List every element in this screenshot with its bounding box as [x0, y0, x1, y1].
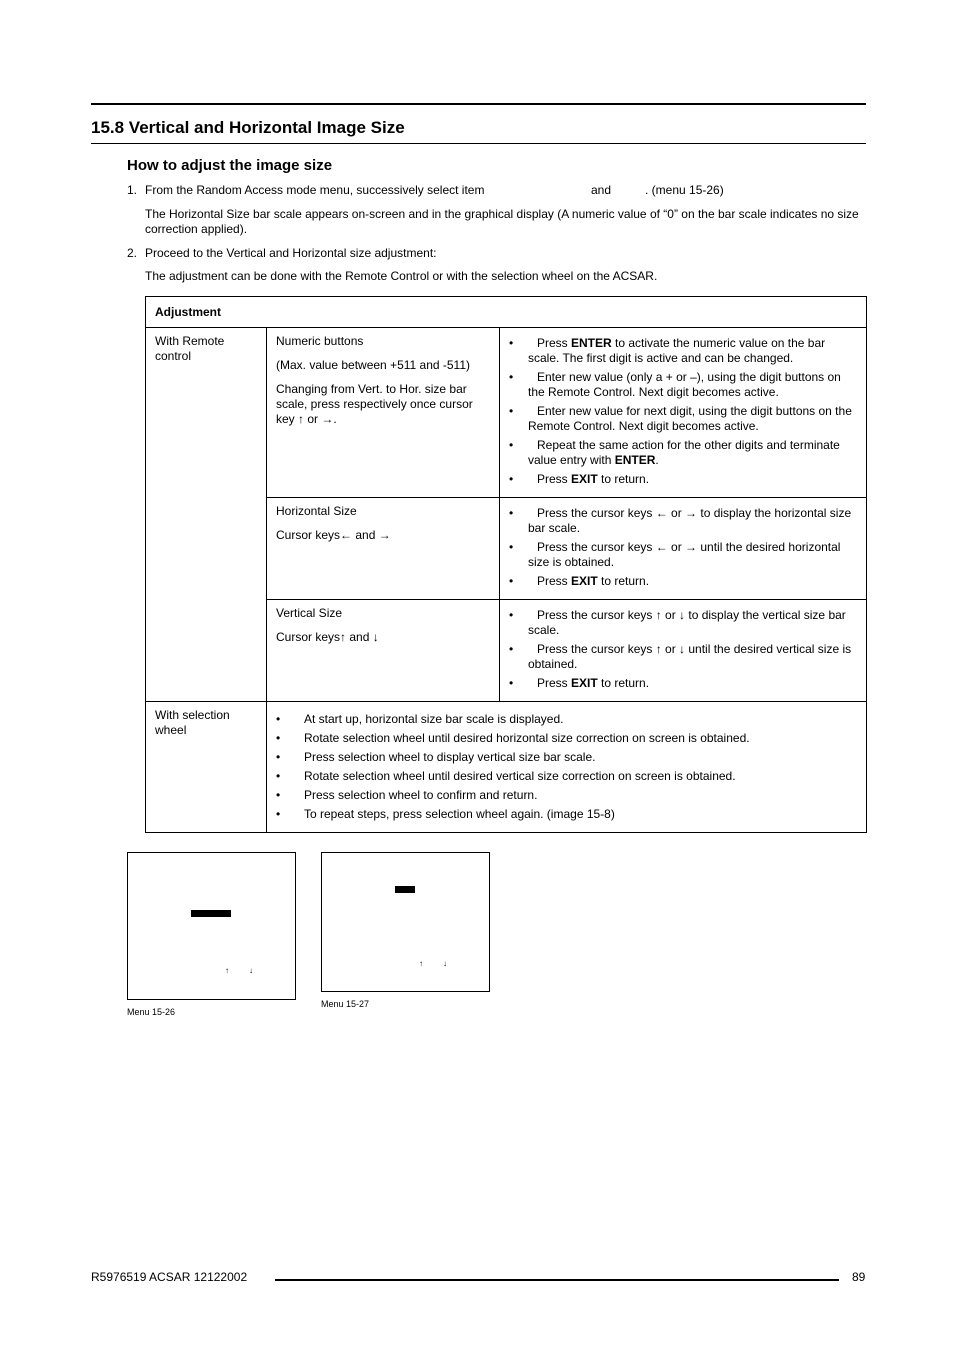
key-name: ENTER [571, 336, 612, 350]
arrow-down-icon: ↓ [443, 959, 447, 968]
list-item [509, 608, 857, 638]
list-item-text: Enter new value for next digit, using the digit buttons on the Remote Control. Next digit becomes active. [528, 404, 852, 433]
step-1-text: From the Random Access mode menu, successively select item [145, 183, 485, 197]
list-item-text: to return. [597, 676, 650, 690]
step-2-paragraph: The adjustment can be done with the Remote Control or with the selection wheel on the ACSAR. [145, 269, 658, 283]
table-header: Adjustment [146, 297, 867, 328]
footer-doc-id: R5976519 ACSAR 12122002 [91, 1270, 248, 1284]
list-item: • Rotate selection wheel until desired vertical size correction on screen is obtained. [276, 769, 857, 784]
arrow-up-icon: ↑ [225, 966, 229, 975]
list-item [509, 642, 857, 672]
vertical-size-steps [500, 600, 867, 702]
horizontal-size-keys: Cursor keys← and → [276, 528, 391, 542]
list-item-text: to return. [597, 472, 650, 486]
list-item-text: Repeat the same action for the other digits and terminate value entry with [528, 438, 840, 467]
list-item [509, 574, 857, 589]
menu-15-27-caption: Menu 15-27 [321, 999, 370, 1009]
vertical-size-title: Vertical Size [276, 606, 343, 620]
vertical-size-bar [395, 886, 415, 893]
list-item [509, 404, 857, 434]
step-1-paragraph: The Horizontal Size bar scale appears on-screen and in the graphical display (A numeric value of “0” on the bar scale indicates no size correction applied). [145, 207, 859, 236]
list-item [509, 506, 857, 536]
subsection-title: How to adjust the image size [127, 157, 333, 174]
list-item-text: Press [537, 676, 572, 690]
section-title: 15.8 Vertical and Horizontal Image Size [91, 118, 405, 137]
step-1-number: 1. [127, 183, 138, 197]
list-item-text: . [655, 453, 659, 467]
horizontal-size-bar [191, 910, 231, 917]
adjustment-table [145, 296, 867, 833]
list-item [509, 438, 857, 468]
list-item-text: Enter new value (only a + or –), using the digit buttons on the Remote Control. Next digit becomes active. [528, 370, 841, 399]
step-1-menu-ref: . (menu 15-26) [645, 183, 724, 197]
numeric-buttons-change: Changing from Vert. to Hor. size bar scale, press respectively once cursor key ↑ or →. [276, 382, 473, 426]
key-name: EXIT [571, 676, 598, 690]
key-name: EXIT [571, 574, 598, 588]
list-item [509, 472, 857, 487]
list-item: • At start up, horizontal size bar scale is displayed. [276, 712, 857, 727]
menu-15-26-caption: Menu 15-26 [127, 1007, 176, 1017]
arrow-up-icon: ↑ [419, 959, 423, 968]
horizontal-size-steps [500, 498, 867, 600]
list-item-text: Press the cursor keys ← or → until the desired horizontal size is obtained. [528, 540, 841, 569]
vertical-size-keys: Cursor keys↑ and ↓ [276, 630, 379, 644]
step-1-and: and [591, 183, 612, 197]
list-item: • Press selection wheel to display vertical size bar scale. [276, 750, 857, 765]
selection-wheel-steps [267, 702, 867, 833]
numeric-buttons-steps [500, 328, 867, 498]
list-item-text: Press [537, 472, 572, 486]
arrow-down-icon: ↓ [249, 966, 253, 975]
list-item: • To repeat steps, press selection wheel again. (image 15-8) [276, 807, 857, 822]
list-item-text: Press the cursor keys ← or → to display the horizontal size bar scale. [528, 506, 852, 535]
list-item-text: to return. [597, 574, 650, 588]
header-rule [91, 103, 866, 105]
numeric-buttons-title: Numeric buttons [276, 334, 364, 348]
key-name: ENTER [614, 453, 656, 467]
list-item: • Rotate selection wheel until desired horizontal size correction on screen is obtained. [276, 731, 857, 746]
list-item [509, 336, 857, 366]
list-item [509, 676, 857, 691]
vertical-size-cell [267, 600, 500, 702]
step-2-text: Proceed to the Vertical and Horizontal size adjustment: [145, 246, 437, 260]
list-item [509, 540, 857, 570]
menu-15-26-figure [127, 852, 296, 1000]
numeric-buttons-cell [267, 328, 500, 498]
list-item-text: Press the cursor keys ↑ or ↓ until the desired vertical size is obtained. [528, 642, 852, 671]
menu-15-27-figure [321, 852, 490, 992]
page-number: 89 [852, 1270, 866, 1284]
numeric-buttons-range: (Max. value between +511 and -511) [276, 358, 471, 372]
horizontal-size-cell [267, 498, 500, 600]
list-item: • Press selection wheel to confirm and return. [276, 788, 857, 803]
remote-control-label: With Remote control [146, 328, 267, 702]
list-item [509, 370, 857, 400]
list-item-text: Press [537, 336, 572, 350]
list-item-text: Press the cursor keys ↑ or ↓ to display the vertical size bar scale. [528, 608, 846, 637]
horizontal-size-title: Horizontal Size [276, 504, 357, 518]
selection-wheel-label: With selection wheel [146, 702, 267, 833]
step-2-number: 2. [127, 246, 138, 260]
footer-rule [275, 1279, 839, 1281]
list-item-text: Press [537, 574, 572, 588]
list-item-text: to activate the numeric value on the bar scale. The first digit is active and can be changed. [528, 336, 826, 365]
key-name: EXIT [571, 472, 598, 486]
title-underline [91, 143, 866, 144]
